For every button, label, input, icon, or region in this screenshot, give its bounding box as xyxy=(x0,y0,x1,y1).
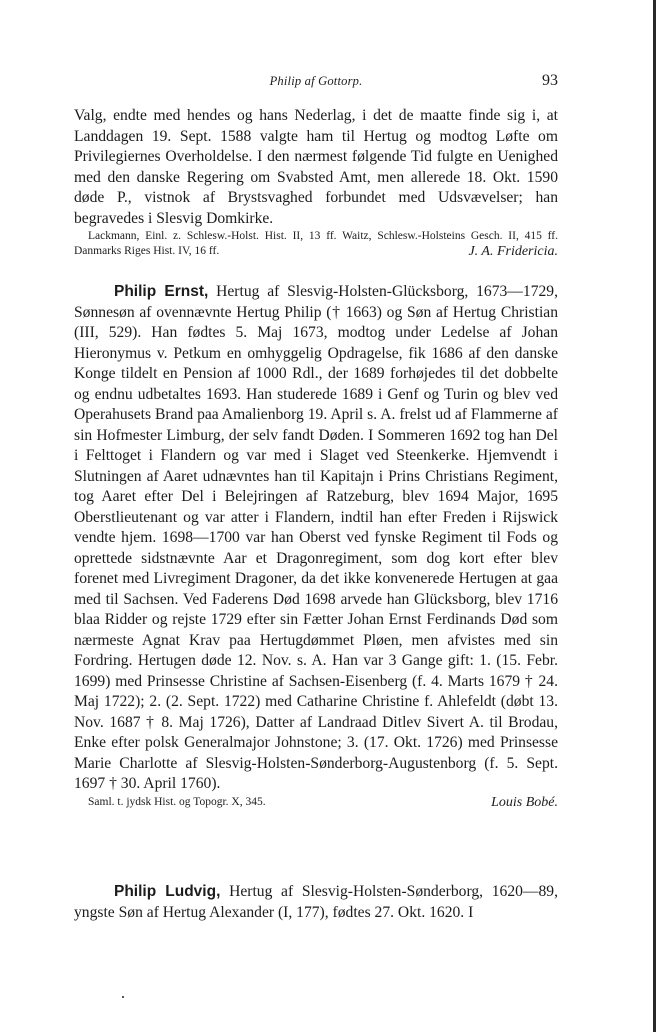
running-title: Philip af Gottorp. xyxy=(269,74,363,88)
entry-author: Louis Bobé. xyxy=(491,794,558,810)
entry-body: Hertug af Slesvig-Holsten-Glücksborg, 1673—1729, Sønnesøn af ovennævnte Hertug Philip († 1663) og Søn af Hertug Christian (III, 529). Han fødtes 5. Maj 1673, modtog under Ledelse af Johan Hieronymus v. Petkum en omhyggelig Opdragelse, fik 1686 af den danske Konge tildelt en Pension af 1000 Rdl., der 1689 forhøjedes til det dobbelte og endnu udbetaltes 1693. Han studerede 1689 i Genf og Turin og blev ved Operahusets Brand paa Amalienborg 19. April s. A. frelst ud af Flammerne af sin Hofmester Limburg, der selv fandt Døden. I Sommeren 1692 tog han Del i Felttoget i Flandern og var med i Slaget ved Steenkerke. Hjemvendt i Slutningen af Aaret udnævntes han til Kapitajn i Prins Christians Regiment, tog Aaret efter Del i Belejringen af Ratzeburg, blev 1694 Major, 1695 Oberstlieutenant og var atter i Flandern, indtil han efter Freden i Rijswick vendte hjem. 1698—1700 var han Oberst ved fynske Regiment til Fods og oprettede sidstnævnte Aar et Dragonregiment, som dog kort efter blev forenet med Livregiment Dragoner, da det ikke konvenerede Hertugen at gaa med til Sachsen. Ved Faderens Død 1698 arvede han Glücksborg, blev 1716 blaa Ridder og rejste 1729 efter sin Fætter Johan Ernst Ferdinands Død som nærmeste Agnat Krav paa Hertugdømmet Pløen, men afvistes med sin Fordring. Hertugen døde 12. Nov. s. A. Han var 3 Gange gift: 1. (15. Febr. 1699) med Prinsesse Christine af Sachsen-Eisenberg (f. 4. Marts 1679 † 24. Maj 1722); 2. (2. Sept. 1722) med Catharine Christine f. Ahlefeldt (døbt 13. Nov. 1687 † 8. Maj 1726), Datter af Landraad Ditlev Sivert A. til Brodau, Enke efter polsk Generalmajor Johnstone; 3. (17. Okt. 1726) med Prinsesse Marie Charlotte af Slesvig-Holsten-Sønderborg-Augustenborg (f. 5. Sept. 1697 † 30. April 1760). xyxy=(74,283,558,792)
entry-references xyxy=(74,795,558,810)
page-number: 93 xyxy=(542,72,558,89)
entry-paragraph xyxy=(74,282,558,795)
entry-paragraph: Valg, endte med hendes og hans Nederlag, i det de maatte finde sig i, at Landdagen 19. Sept. 1588 valgte ham til Hertug og modtog Løfte om Privilegiernes Overholdelse. I den nærmest følgende Tid fulgte en Uenighed med den danske Regering om Svabsted Amt, men allerede 18. Okt. 1590 døde P., vistnok af Brystsvaghed forbundet med Udsvævelser; han begravedes i Slesvig Domkirke. xyxy=(74,107,558,227)
references-text: Saml. t. jydsk Hist. og Topogr. X, 345. xyxy=(88,795,266,808)
scan-speck xyxy=(122,996,124,998)
entry-author: J. A. Fridericia. xyxy=(468,244,558,259)
entry-philip-ludvig xyxy=(74,882,558,923)
entry-references xyxy=(74,229,558,259)
entry-headword: Philip Ernst, xyxy=(114,283,209,300)
page-header xyxy=(74,72,558,96)
entry-philip-ernst xyxy=(74,282,558,810)
references-text: Lackmann, Einl. z. Schlesw.-Holst. Hist. II, 13 ff. Waitz, Schlesw.-Holsteins Gesch. II, 415 ff. Danmarks Riges Hist. IV, 16 ff. xyxy=(74,230,558,257)
entry-philip-gottorp-continuation xyxy=(74,106,558,259)
entry-paragraph xyxy=(74,882,558,923)
entry-body: Hertug af Slesvig-Holsten-Sønderborg, 1620—89, yngste Søn af Hertug Alexander (I, 177), fødtes 27. Okt. 1620. I xyxy=(74,883,558,921)
entry-headword: Philip Ludvig, xyxy=(114,883,221,900)
